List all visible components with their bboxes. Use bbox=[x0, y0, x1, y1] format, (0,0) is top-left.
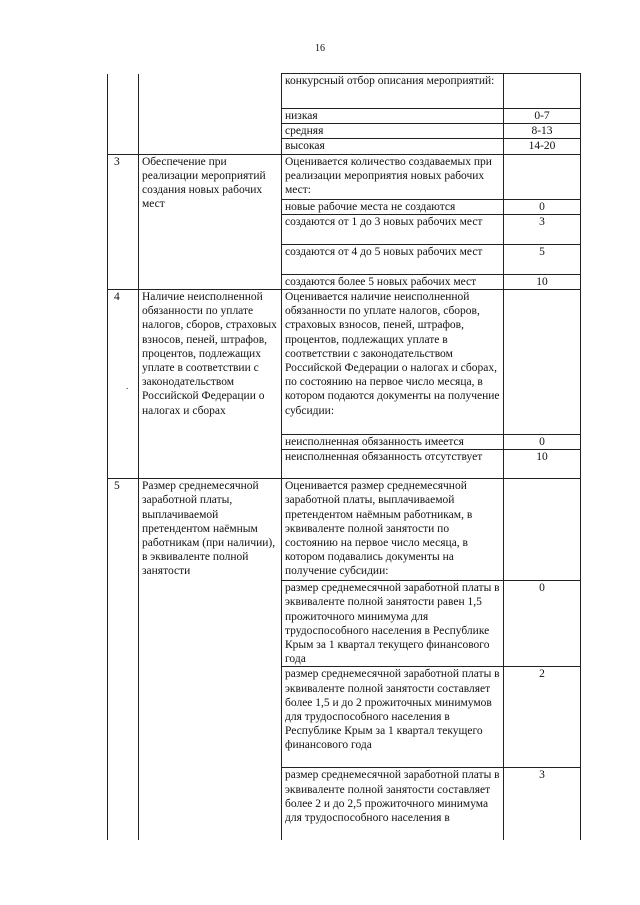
score-cell: 10 bbox=[504, 450, 581, 479]
criterion-cell bbox=[139, 74, 282, 155]
option-text: создаются от 1 до 3 новых рабочих мест bbox=[282, 214, 504, 244]
row-number-cell: 3 bbox=[108, 154, 139, 289]
score-cell: 5 bbox=[504, 244, 581, 274]
score-cell bbox=[504, 479, 581, 581]
option-text: неисполненная обязанность имеется bbox=[282, 435, 504, 450]
table-row bbox=[108, 154, 581, 199]
score-cell: 3 bbox=[504, 214, 581, 244]
criterion-cell: Размер среднемесячной заработной платы, выплачиваемой претендентом наёмным работникам (при наличии), в эквиваленте полной занятости bbox=[139, 479, 282, 840]
option-text: размер среднемесячной заработной платы в эквиваленте полной занятости равен 1,5 прожиточного минимума для трудоспособного населения в Республике Крым за 1 квартал текущего финансового года bbox=[282, 581, 504, 667]
score-cell: 0-7 bbox=[504, 109, 581, 124]
option-text: создаются от 4 до 5 новых рабочих мест bbox=[282, 244, 504, 274]
option-text: создаются более 5 новых рабочих мест bbox=[282, 274, 504, 289]
score-cell bbox=[504, 290, 581, 435]
option-text: низкая bbox=[282, 109, 504, 124]
score-cell: 8-13 bbox=[504, 124, 581, 139]
stray-mark: . bbox=[126, 381, 129, 391]
row-number-cell: 5 bbox=[108, 479, 139, 840]
page-number: 16 bbox=[315, 43, 325, 54]
option-text: средняя bbox=[282, 124, 504, 139]
option-text: новые рабочие места не создаются bbox=[282, 199, 504, 214]
score-cell: 0 bbox=[504, 581, 581, 667]
method-header: Оценивается размер среднемесячной заработной платы, выплачиваемой претендентом наёмным работникам, в эквиваленте полной занятости по состоянию на первое число месяца, в котором подавались документы на получение субсидии: bbox=[282, 479, 504, 581]
table-row bbox=[108, 479, 581, 581]
score-cell: 14-20 bbox=[504, 139, 581, 154]
method-header: конкурсный отбор описания мероприятий: bbox=[282, 74, 504, 109]
criterion-cell: Обеспечение при реализации мероприятий создания новых рабочих мест bbox=[139, 154, 282, 289]
option-text: размер среднемесячной заработной платы в эквиваленте полной занятости составляет более 1,5 и до 2 прожиточных минимумов для трудоспособного населения в Республике Крым за 1 квартал текущего финансового года bbox=[282, 667, 504, 768]
row-number-cell: 4 bbox=[108, 290, 139, 479]
row-number-cell bbox=[108, 74, 139, 155]
score-cell bbox=[504, 74, 581, 109]
score-cell: 10 bbox=[504, 274, 581, 289]
option-text: неисполненная обязанность отсутствует bbox=[282, 450, 504, 479]
method-header: Оценивается наличие неисполненной обязанности по уплате налогов, сборов, страховых взносов, пеней, штрафов, процентов, подлежащих уплате в соответствии с законодательством Российской Федерации о налогах и сборах, по состоянию на первое число месяца, в котором подаются документы на получение субсидии: bbox=[282, 290, 504, 435]
method-header: Оценивается количество создаваемых при реализации мероприятия новых рабочих мест: bbox=[282, 154, 504, 199]
score-cell bbox=[504, 154, 581, 199]
option-text: размер среднемесячной заработной платы в эквиваленте полной занятости составляет более 2 и до 2,5 прожиточного минимума для трудоспособного населения в bbox=[282, 768, 504, 840]
criteria-table bbox=[107, 73, 581, 840]
score-cell: 0 bbox=[504, 199, 581, 214]
criterion-cell: Наличие неисполненной обязанности по уплате налогов, сборов, страховых взносов, пеней, штрафов, процентов, подлежащих уплате в соответствии с законодательством Российской Федерации о налогах и сборах bbox=[139, 290, 282, 479]
score-cell: 2 bbox=[504, 667, 581, 768]
score-cell: 3 bbox=[504, 768, 581, 840]
option-text: высокая bbox=[282, 139, 504, 154]
table-row bbox=[108, 290, 581, 435]
score-cell: 0 bbox=[504, 435, 581, 450]
table-row bbox=[108, 74, 581, 109]
